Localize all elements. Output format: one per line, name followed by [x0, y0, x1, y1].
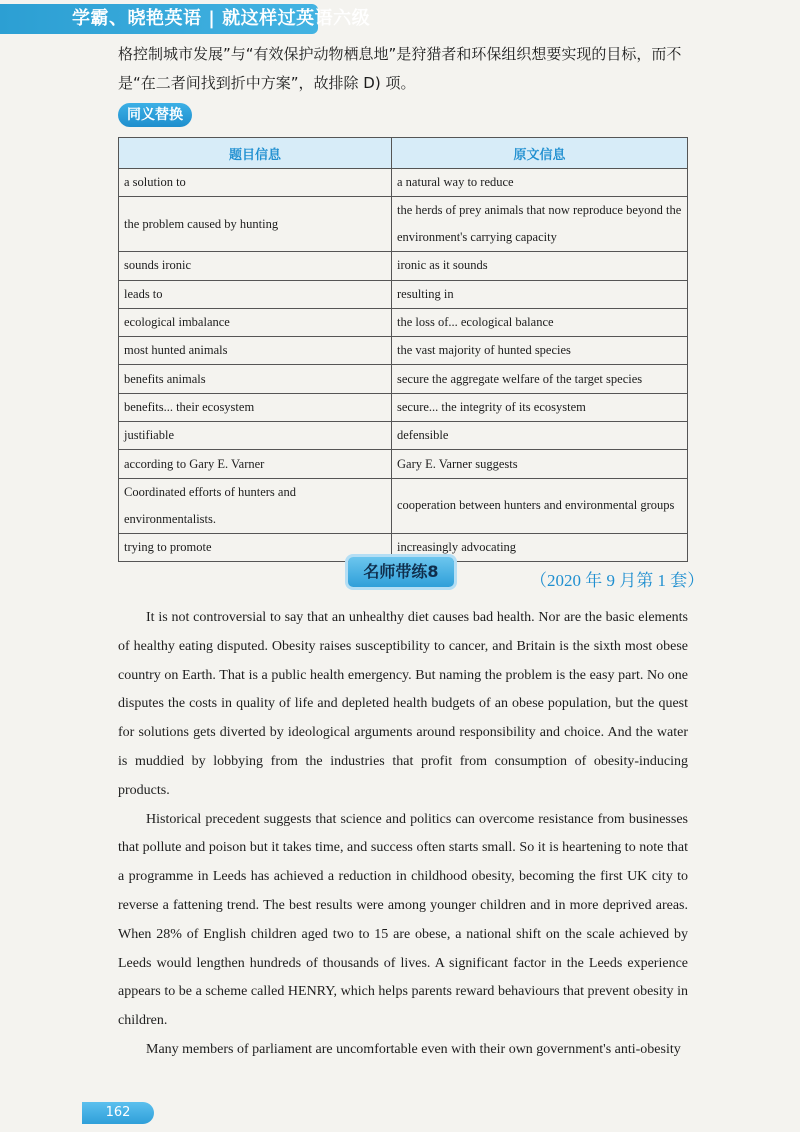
source-cell: a natural way to reduce	[392, 169, 688, 197]
question-cell: according to Gary E. Varner	[119, 450, 392, 478]
table-row	[119, 280, 688, 308]
page-number: 162	[82, 1102, 154, 1124]
section-year: （2020 年 9 月第 1 套）	[530, 571, 705, 590]
table-row	[119, 197, 688, 252]
question-cell: ecological imbalance	[119, 308, 392, 336]
question-cell: a solution to	[119, 169, 392, 197]
source-cell: resulting in	[392, 280, 688, 308]
table-row	[119, 337, 688, 365]
source-cell: the herds of prey animals that now reproduce beyond the environment's carrying capacity	[392, 197, 688, 252]
question-cell: Coordinated efforts of hunters and environmentalists.	[119, 478, 392, 533]
table-header-row	[119, 138, 688, 169]
source-cell: increasingly advocating	[392, 533, 688, 561]
section-badge: 名师带练8	[348, 557, 454, 587]
paragraph-1: It is not controversial to say that an unhealthy diet causes bad health. Nor are the basic elements of healthy eating disputed. Obesity raises susceptibility to cancer, and Britain is the sixth most obese country on Earth. That is a public health emergency. But naming the problem is the easy part. No one disputes the costs in quality of life and depleted health budgets of an obese population, but the quest for solutions gets diverted by ideological arguments around responsibility and choice. And the water is muddied by lobbying from the industries that profit from consumption of obesity-inducing products.	[118, 610, 688, 798]
intro-paragraph: 格控制城市发展”与“有效保护动物栖息地”是狩猎者和环保组织想要实现的目标，而不是“在二者间找到折中方案”，故排除 D) 项。	[118, 45, 682, 92]
source-cell: the loss of... ecological balance	[392, 308, 688, 336]
source-cell: Gary E. Varner suggests	[392, 450, 688, 478]
question-cell: benefits... their ecosystem	[119, 393, 392, 421]
table-row	[119, 169, 688, 197]
source-cell: secure... the integrity of its ecosystem	[392, 393, 688, 421]
question-cell: justifiable	[119, 422, 392, 450]
table-row	[119, 252, 688, 280]
table-row	[119, 308, 688, 336]
source-cell: ironic as it sounds	[392, 252, 688, 280]
table-row	[119, 422, 688, 450]
table-row	[119, 478, 688, 533]
synonym-table	[118, 137, 688, 562]
source-cell: cooperation between hunters and environmental groups	[392, 478, 688, 533]
question-cell: most hunted animals	[119, 337, 392, 365]
source-cell: secure the aggregate welfare of the target species	[392, 365, 688, 393]
table-row	[119, 365, 688, 393]
column-header-question: 题目信息	[119, 138, 392, 169]
paragraph-3: Many members of parliament are uncomfortable even with their own government's anti-obesity	[146, 1041, 681, 1057]
source-cell: the vast majority of hunted species	[392, 337, 688, 365]
table-row	[119, 450, 688, 478]
source-cell: defensible	[392, 422, 688, 450]
question-cell: sounds ironic	[119, 252, 392, 280]
passage	[118, 604, 688, 1065]
paragraph-2: Historical precedent suggests that science and politics can overcome resistance from businesses that pollute and poison but it takes time, and success often starts small. So it is heartening to note that a programme in Leeds has achieved a reduction in childhood obesity, becoming the first UK city to reverse a fattening trend. The best results were among younger children and in more deprived areas. When 28% of English children aged two to 15 are obese, a national shift on the scale achieved by Leeds would lengthen hundreds of thousands of lives. A significant factor in the Leeds experience appears to be a scheme called HENRY, which helps parents reward behaviours that prevent obesity in children.	[118, 811, 688, 1029]
header-banner: 学霸、晓艳英语 | 就这样过英语六级	[0, 4, 318, 34]
column-header-source: 原文信息	[392, 138, 688, 169]
synonym-badge: 同义替换	[118, 103, 192, 127]
question-cell: trying to promote	[119, 533, 392, 561]
table-row	[119, 393, 688, 421]
question-cell: leads to	[119, 280, 392, 308]
question-cell: the problem caused by hunting	[119, 197, 392, 252]
question-cell: benefits animals	[119, 365, 392, 393]
